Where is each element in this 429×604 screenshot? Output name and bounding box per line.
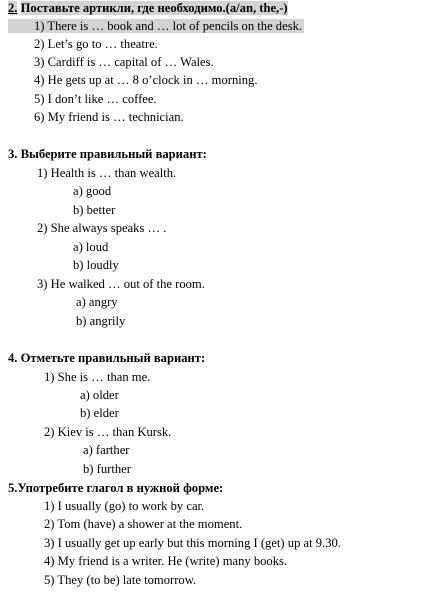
section-2-item-5: 5) I don’t like … coffee. xyxy=(34,92,157,106)
section-3-q2-option-a: a) loud xyxy=(73,240,109,254)
section-2-heading: Поставьте артикли, где необходимо.(a/an, the,-) xyxy=(20,1,288,15)
section-4-q1-option-b: b) elder xyxy=(80,406,119,420)
section-4-title: 4. Отметьте правильный вариант: xyxy=(8,351,206,365)
section-4-question-2: 2) Kiev is … than Kursk. xyxy=(44,425,172,439)
section-4-q2-option-b: b) further xyxy=(83,462,131,476)
section-3-q1-option-a: a) good xyxy=(73,184,112,198)
section-5-item-5: 5) They (to be) late tomorrow. xyxy=(44,573,197,587)
section-5-title: 5.Употребите глагол в нужной форме: xyxy=(8,481,224,495)
section-3-question-1: 1) Health is … than wealth. xyxy=(37,166,177,180)
section-3-q3-option-a: a) angry xyxy=(76,295,118,309)
section-3-title: 3. Выберите правильный вариант: xyxy=(8,147,207,161)
section-2-item-4: 4) He gets up at … 8 o’clock in … morning. xyxy=(34,73,258,87)
section-3-question-2: 2) She always speaks … . xyxy=(37,221,167,235)
section-4-q1-option-a: a) older xyxy=(80,388,119,402)
section-5-item-2: 2) Tom (have) a shower at the moment. xyxy=(44,517,243,531)
section-2-item-2: 2) Let’s go to … theatre. xyxy=(34,37,158,51)
section-4-q2-option-a: a) farther xyxy=(83,443,130,457)
section-2-item-3: 3) Cardiff is … capital of … Wales. xyxy=(34,55,214,69)
section-3-q2-option-b: b) loudly xyxy=(73,258,119,272)
section-2-title xyxy=(8,1,288,16)
section-5-item-1: 1) I usually (go) to work by car. xyxy=(44,499,205,513)
section-2-number: 2. xyxy=(8,1,18,15)
section-4-question-1: 1) She is … than me. xyxy=(44,370,151,384)
section-2-item-1: 1) There is … book and … lot of pencils on the desk. xyxy=(8,19,304,34)
section-2-item-6: 6) My friend is … technician. xyxy=(34,110,184,124)
section-5-item-3: 3) I usually get up early but this morning I (get) up at 9.30. xyxy=(44,536,341,550)
section-3-q1-option-b: b) better xyxy=(73,203,116,217)
section-5-item-4: 4) My friend is a writer. He (write) many books. xyxy=(44,554,288,568)
section-3-question-3: 3) He walked … out of the room. xyxy=(37,277,205,291)
section-3-q3-option-b: b) angrily xyxy=(76,314,126,328)
